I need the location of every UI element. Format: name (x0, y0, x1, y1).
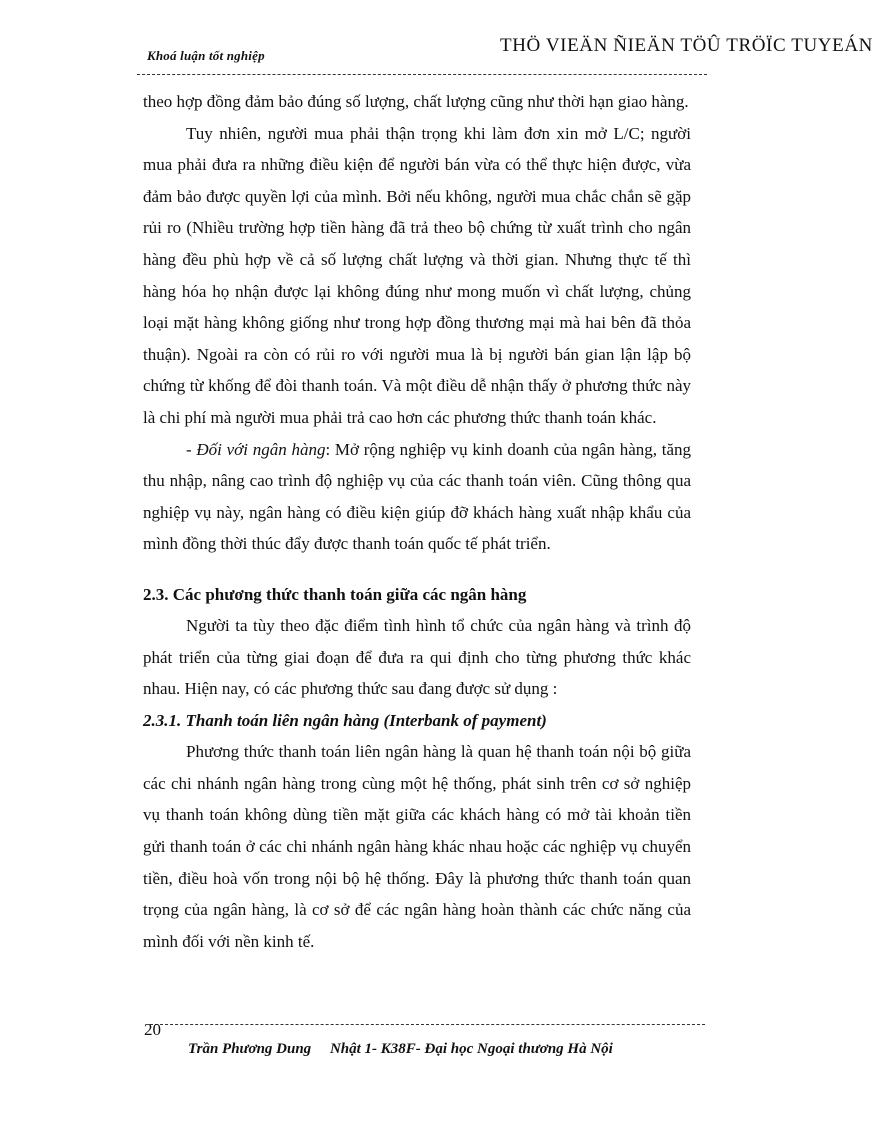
bank-benefit-label: Đối với ngân hàng (196, 439, 326, 459)
body-text (143, 86, 691, 957)
bank-benefit-text: : Mở rộng nghiệp vụ kinh doanh của ngân hàng, tăng thu nhập, nâng cao trình độ nghiệp vụ của các thanh toán viên. Cũng thông qua nghiệp vụ này, ngân hàng có điều kiện giúp đỡ khách hàng xuất nhập khẩu của mình đồng thời thúc đẩy được thanh toán quốc tế phát triển. (143, 439, 692, 554)
footer-author: Trần Phương Dung (188, 1041, 312, 1057)
paragraph-buyer-risk: Tuy nhiên, người mua phải thận trọng khi làm đơn xin mở L/C; người mua phải đưa ra những điều kiện để người bán vừa có thể thực hiện được, vừa đảm bảo được quyền lợi của mình. Bởi nếu không, người mua chắc chắn sẽ gặp rủi ro (Nhiều trường hợp tiền hàng đã trả theo bộ chứng từ xuất trình cho ngân hàng đều phù hợp về cả số lượng chất lượng và thời gian. Nhưng thực tế thì hàng hóa họ nhận được lại không đúng như mong muốn vì chất lượng, chủng loại mặt hàng không giống như trong hợp đồng thương mại mà hai bên đã thỏa thuận). Ngoài ra còn có rủi ro với người mua là bị người bán gian lận lập bộ chứng từ khống để đòi thanh toán. Và một điều dễ nhận thấy ở phương thức này là chi phí mà người mua phải trả cao hơn các phương thức thanh toán khác. (143, 123, 691, 427)
paragraph-interbank: Phương thức thanh toán liên ngân hàng là quan hệ thanh toán nội bộ giữa các chi nhánh ngân hàng trong cùng một hệ thống, phát sinh trên cơ sở nghiệp vụ thanh toán không dùng tiền mặt giữa các khách hàng có mở tài khoản tiền gửi thanh toán ở các chi nhánh ngân hàng khác nhau hoặc các nghiệp vụ chuyển tiền, điều hoà vốn trong nội bộ hệ thống. Đây là phương thức thanh toán quan trọng của ngân hàng, là cơ sở để các ngân hàng hoàn thành các chức năng của mình đối với nền kinh tế. (143, 742, 691, 951)
section-heading-2-3: 2.3. Các phương thức thanh toán giữa các ngân hàng (143, 584, 527, 604)
section-gap (143, 560, 691, 579)
footer-class-info: Nhật 1- K38F- Đại học Ngoại thương Hà Nội (329, 1041, 613, 1057)
page-number: 20 (144, 1020, 161, 1039)
footer-author-line (188, 1041, 613, 1058)
paragraph-bank-benefit (143, 434, 691, 560)
paragraph-methods-intro: Người ta tùy theo đặc điểm tình hình tổ chức của ngân hàng và trình độ phát triển của từng giai đoạn để đưa ra qui định cho từng phương thức khác nhau. Hiện nay, có các phương thức sau đang được sử dụng : (143, 615, 691, 699)
paragraph-continuation: theo hợp đồng đảm bảo đúng số lượng, chất lượng cũng như thời hạn giao hàng. (143, 92, 689, 111)
bullet-dash: - (186, 439, 197, 459)
section-heading-2-3-1: 2.3.1. Thanh toán liên ngân hàng (Interbank of payment) (143, 710, 547, 730)
footer-divider (150, 1024, 705, 1025)
header-divider (137, 74, 707, 75)
header-thesis-label: Khoá luận tốt nghiệp (147, 48, 265, 63)
header-library-label: THÖ VIEÄN ÑIEÄN TÖÛ TRÖÏC TUYEÁN (500, 35, 873, 56)
